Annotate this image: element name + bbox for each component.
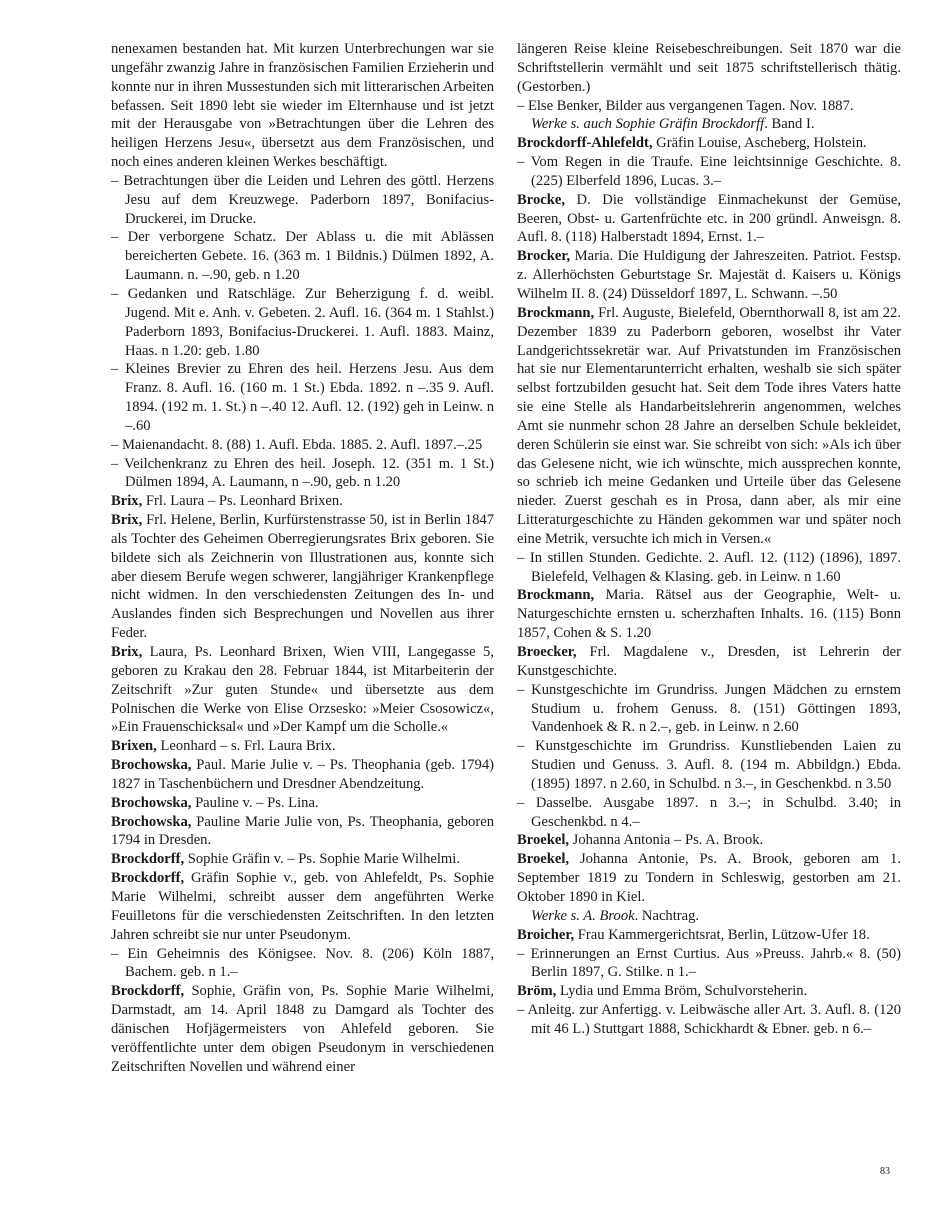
work-entry: – Ein Geheimnis des Königsee. Nov. 8. (206) Köln 1887, Bachem. geb. n 1.– (111, 945, 494, 981)
author-name: Brochowska, (111, 757, 192, 774)
work-entry: – Kunstgeschichte im Grundriss. Jungen Mädchen zu ernstem Studium u. frohem Genuss. 8. (151) Göttingen 1893, Vandenhoek & R. n 2.–, geb. in Leinw. n 2.60 (517, 681, 901, 736)
work-entry: – Anleitg. zur Anfertigg. v. Leibwäsche aller Art. 3. Aufl. 8. (120 mit 46 L.) Stuttgart 1888, Schickhardt & Ebner. geb. n 6.– (517, 1002, 901, 1037)
author-name: Brockmann, (517, 587, 595, 604)
author-text: Frl. Magdalene v., Dresden, ist Lehrerin der Kunstgeschichte. (517, 644, 901, 679)
author-text: Pauline Marie Julie von, Ps. Theophania, geboren 1794 in Dresden. (111, 813, 494, 849)
work-entry: – Betrachtungen über die Leiden und Lehren des göttl. Herzens Jesu auf dem Kreuzwege. Paderborn 1897, Bonifacius-Druckerei, im Drucke. (111, 172, 494, 227)
author-text: Lydia und Emma Bröm, Schulvorsteherin. (556, 983, 808, 1000)
work-entry: – Erinnerungen an Ernst Curtius. Aus »Preuss. Jahrb.« 8. (50) Berlin 1897, G. Stilke. n 1.– (517, 945, 901, 981)
cross-reference-tail: . Nachtrag. (634, 907, 700, 924)
author-text: Leonhard – s. Frl. Laura Brix. (156, 738, 336, 755)
author-entry (517, 134, 901, 153)
author-text: Pauline v. – Ps. Lina. (191, 794, 319, 811)
author-name: Bröm, (517, 983, 557, 1000)
author-name: Brocke, (517, 191, 565, 208)
left-column (111, 40, 494, 1076)
author-text: Maria. Die Huldigung der Jahreszeiten. Patriot. Festsp. z. Allerhöchsten Geburtstage Sr. Majestät d. Kaisers u. Königs Wilhelm II. 8. (24) Düsseldorf 1897, L. Schwann. –.50 (517, 248, 901, 302)
author-name: Brixen, (111, 738, 157, 755)
author-entry (111, 756, 494, 794)
author-name: Brockdorff-Ahlefeldt, (517, 135, 653, 152)
author-text: Gräfin Sophie v., geb. von Ahlefeldt, Ps. Sophie Marie Wilhelmi, schreibt ausser dem angeführten Werke Feuilletons für die verschiedensten Zeitschriften. In den letzten Jahren schreibt sie nur unter Pseudonym. (111, 870, 494, 943)
paragraph: längeren Reise kleine Reisebeschreibungen. Seit 1870 war die Schriftstellerin vermählt und seit 1875 schriftstellerisch thätig. (Gestorben.) (517, 41, 901, 95)
author-name: Broekel, (517, 832, 570, 849)
author-name: Brochowska, (111, 794, 192, 811)
author-entry (111, 492, 494, 511)
cross-reference-italic: Werke s. A. Brook (531, 907, 635, 924)
cross-reference (517, 907, 901, 926)
work-entry: – Kleines Brevier zu Ehren des heil. Herzens Jesu. Aus dem Franz. 8. Aufl. 16. (160 m. 1 St.) Ebda. 1892. n –.35 9. Aufl. 1894. (192 m. 1. St.) n –.40 12. Aufl. 12. (192) geh in Leinw. n –.60 (111, 361, 494, 434)
author-text: Frl. Auguste, Bielefeld, Obernthorwall 8, ist am 22. Dezember 1839 zu Paderborn geboren, woselbst ihr Vater Landgerichtssekretär war. Auf Privatstunden im Französischen hat sie nur Elementarunterricht erhalten, weshalb sie sich später selbst fortzubilden gesucht hat. Seit dem Tode ihres Vaters hatte sie eine Stelle als Handarbeitslehrerin angenommen, welches Amt sie nunmehr schon 28 Jahre an derselben Schule bekleidet, deren Schülerin sie einst war. Sie schreibt von sich: »Als ich über das Gelesene nicht, wie ich wünschte, mich aussprechen konnte, so schrieb ich meine Gedanken und Urteile über das Gelesene nieder. Zuerst geschah es in Prosa, dann aber, als mir eine Litteraturgeschichte zu Händen gekommen war und später noch eine Metrik, versuchte ich mich in Versen.« (517, 304, 901, 547)
cross-reference-tail: . Band I. (764, 116, 815, 133)
author-entry (517, 247, 901, 304)
author-entry (517, 304, 901, 549)
author-text: Frau Kammergerichtsrat, Berlin, Lützow-Ufer 18. (574, 926, 870, 943)
author-text: Sophie, Gräfin von, Ps. Sophie Marie Wilhelmi, Darmstadt, am 14. April 1848 zu Damgard als Tochter des dänischen Hofjägermeisters von Ahlefeld geboren. Sie veröffentlichte unter dem obigen Pseudonym in verschiedenen Zeitschriften Novellen und während einer (111, 983, 494, 1075)
author-entry (517, 191, 901, 248)
author-name: Brix, (111, 493, 143, 510)
cross-reference-italic: Werke s. auch Sophie Gräfin Brockdorff (531, 116, 765, 133)
work-entry: – Veilchenkranz zu Ehren des heil. Joseph. 12. (351 m. 1 St.) Dülmen 1894, A. Laumann, n –.90, geb. n 1.20 (111, 455, 494, 491)
author-entry (111, 737, 494, 756)
page-number: 83 (880, 1166, 890, 1177)
author-name: Broicher, (517, 926, 575, 943)
author-entry (517, 831, 901, 850)
author-text: Maria. Rätsel aus der Geographie, Welt- u. Naturgeschichte ernsten u. scherzhaften Inhalts. 16. (115) Bonn 1857, Cohen & S. 1.20 (517, 587, 901, 642)
paragraph: nenexamen bestanden hat. Mit kurzen Unterbrechungen war sie ungefähr zwanzig Jahre in französischen Familien Erzieherin und konnte nur in ihren Mussestunden sich mit litterarischen Arbeiten befassen. Seit 1890 lebt sie wieder im Elternhause und ist jetzt mit der Herausgabe von »Betrachtungen über die Lehren des heiligen Herzens Jesu«, übersetzt aus dem Französischen, und noch eines anderen kleinen Werkes beschäftigt. (111, 41, 494, 171)
author-text: Johanna Antonia – Ps. A. Brook. (569, 832, 764, 849)
right-column (517, 40, 901, 1039)
author-text: Sophie Gräfin v. – Ps. Sophie Marie Wilhelmi. (184, 851, 460, 868)
author-text: Laura, Ps. Leonhard Brixen, Wien VIII, Langegasse 5, geboren zu Krakau den 28. Februar 1844, ist Mitarbeiterin der Zeitschrift »Zur guten Stunde« und übersetzte aus dem Polnischen die Werke von Elise Orzsesko: »Meier Csosowicz«, »Ein Frauenschicksal« und »Der Kampf um die Scholle.« (111, 644, 494, 736)
author-entry (111, 869, 494, 944)
author-text: Gräfin Louise, Ascheberg, Holstein. (652, 135, 867, 152)
work-entry: – In stillen Stunden. Gedichte. 2. Aufl. 12. (112) (1896), 1897. Bielefeld, Velhagen & Klasing. geb. in Leinw. n 1.60 (517, 549, 901, 585)
author-entry (517, 982, 901, 1001)
work-entry: – Else Benker, Bilder aus vergangenen Tagen. Nov. 1887. (517, 97, 854, 114)
author-name: Brix, (111, 512, 143, 529)
author-entry (111, 850, 494, 869)
author-text: Johanna Antonie, Ps. A. Brook, geboren am 1. September 1819 zu Tondern in Schleswig, gestorben am 21. Oktober 1890 in Kiel. (517, 851, 901, 905)
author-name: Brochowska, (111, 813, 192, 830)
author-entry (111, 643, 494, 737)
author-text: Paul. Marie Julie v. – Ps. Theophania (geb. 1794) 1827 in Taschenbüchern und Dresdner Abendzeitung. (111, 757, 494, 792)
author-name: Brockmann, (517, 304, 595, 321)
author-entry (111, 794, 494, 813)
work-entry: – Maienandacht. 8. (88) 1. Aufl. Ebda. 1885. 2. Aufl. 1897.–.25 (111, 436, 483, 453)
author-text: D. Die vollständige Einmachekunst der Gemüse, Beeren, Obst- u. Gartenfrüchte etc. in 200 gründl. Anweisgn. 8. Aufl. 8. (118) Halberstadt 1894, Ernst. 1.– (517, 191, 901, 246)
cross-reference (517, 115, 901, 134)
author-entry (517, 850, 901, 907)
author-name: Brockdorff, (111, 870, 185, 887)
work-entry: – Gedanken und Ratschläge. Zur Beherzigung f. d. weibl. Jugend. Mit e. Anh. v. Gebeten. 2. Aufl. 16. (364 m. 1 Stahlst.) Paderborn 1893, Bonifacius-Druckerei. 1. Aufl. 1883. Mainz, Haas. n 1.20: geb. 1.80 (111, 285, 494, 359)
author-name: Brockdorff, (111, 983, 185, 1000)
author-name: Broecker, (517, 644, 577, 660)
author-name: Broekel, (517, 851, 570, 868)
author-name: Brocker, (517, 248, 571, 265)
author-entry (517, 643, 901, 681)
author-entry (111, 813, 494, 851)
work-entry: – Der verborgene Schatz. Der Ablass u. die mit Ablässen bereicherten Gebete. 16. (363 m. 1 Bildnis.) Dülmen 1892, A. Laumann. n. –.90, geb. n 1.20 (111, 229, 494, 284)
author-text: Frl. Helene, Berlin, Kurfürstenstrasse 50, ist in Berlin 1847 als Tochter des Geheimen Oberregierungsrates Brix geboren. Sie bildete sich als Zeichnerin von Illustrationen aus, konnte sich aber diesem Berufe wegen schwerer, langjähriger Krankenpflege nicht widmen. In den verschiedensten Zeitungen des In- und Auslandes finden sich Besprechungen und Novellen aus ihrer Feder. (111, 512, 494, 642)
work-entry: – Kunstgeschichte im Grundriss. Kunstliebenden Laien zu Studien und Genuss. 3. Aufl. 8. (194 m. Abbildgn.) Ebda. (1895) 1897. n 2.60, in Schulbd. n 3.–, in Geschenkbd. n 3.50 (517, 738, 901, 792)
author-name: Brockdorff, (111, 851, 185, 868)
author-entry (111, 982, 494, 1076)
author-entry (517, 926, 901, 945)
author-entry (517, 586, 901, 643)
author-text: Frl. Laura – Ps. Leonhard Brixen. (142, 493, 343, 510)
author-entry (111, 511, 494, 643)
author-name: Brix, (111, 644, 143, 660)
work-entry: – Vom Regen in die Traufe. Eine leichtsinnige Geschichte. 8. (225) Elberfeld 1896, Lucas. 3.– (517, 154, 901, 189)
work-entry: – Dasselbe. Ausgabe 1897. n 3.–; in Schulbd. 3.40; in Geschenkbd. n 4.– (517, 794, 901, 830)
